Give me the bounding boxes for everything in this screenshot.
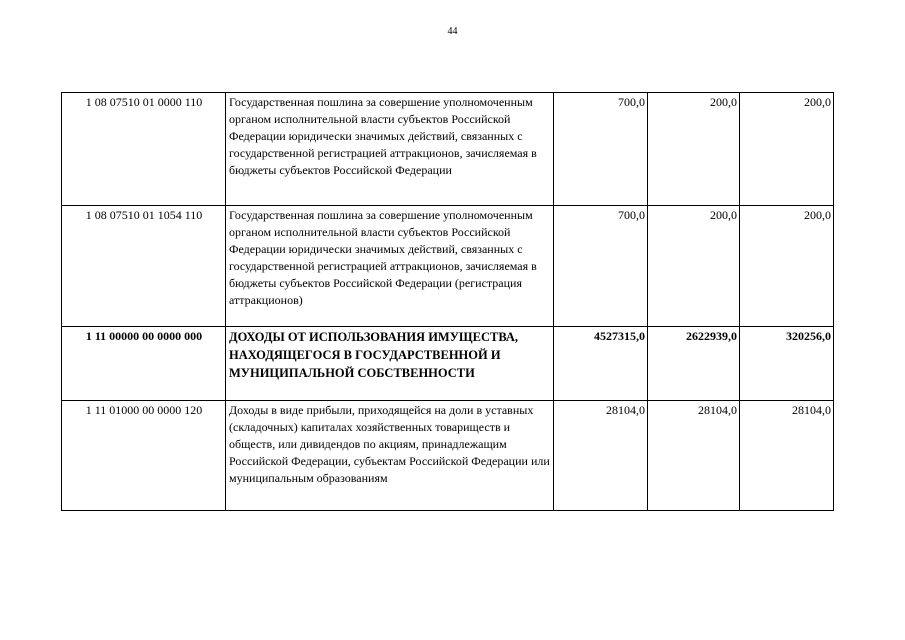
revenue-code-cell: 1 11 01000 00 0000 120 — [62, 401, 226, 511]
table-row — [62, 93, 834, 206]
value-year-2-cell: 200,0 — [648, 206, 740, 327]
value-year-2-cell: 28104,0 — [648, 401, 740, 511]
revenue-name-cell: ДОХОДЫ ОТ ИСПОЛЬЗОВАНИЯ ИМУЩЕСТВА, НАХОДЯЩЕГОСЯ В ГОСУДАРСТВЕННОЙ И МУНИЦИПАЛЬНОЙ СОБСТВЕННОСТИ — [226, 327, 554, 401]
value-year-3-cell: 28104,0 — [740, 401, 834, 511]
value-year-1-cell: 700,0 — [554, 93, 648, 206]
budget-revenue-table — [61, 92, 834, 511]
value-year-2-cell: 2622939,0 — [648, 327, 740, 401]
revenue-name-cell: Государственная пошлина за совершение уполномоченным органом исполнительной власти субъектов Российской Федерации юридически значимых действий, связанных с государственной регистрацией аттракционов, зачисляемая в бюджеты субъектов Российской Федерации (регистрация аттракционов) — [226, 206, 554, 327]
value-year-1-cell: 28104,0 — [554, 401, 648, 511]
value-year-1-cell: 4527315,0 — [554, 327, 648, 401]
value-year-3-cell: 200,0 — [740, 206, 834, 327]
revenue-code-cell: 1 08 07510 01 1054 110 — [62, 206, 226, 327]
revenue-code-cell: 1 08 07510 01 0000 110 — [62, 93, 226, 206]
value-year-2-cell: 200,0 — [648, 93, 740, 206]
value-year-3-cell: 320256,0 — [740, 327, 834, 401]
revenue-name-cell: Доходы в виде прибыли, приходящейся на доли в уставных (складочных) капиталах хозяйственных товариществ и обществ, или дивидендов по акциям, принадлежащим Российской Федерации, субъектам Российской Федерации или муниципальным образованиям — [226, 401, 554, 511]
page-number: 44 — [447, 26, 458, 37]
revenue-name-cell: Государственная пошлина за совершение уполномоченным органом исполнительной власти субъектов Российской Федерации юридически значимых действий, связанных с государственной регистрацией аттракционов, зачисляемая в бюджеты субъектов Российской Федерации — [226, 93, 554, 206]
value-year-1-cell: 700,0 — [554, 206, 648, 327]
value-year-3-cell: 200,0 — [740, 93, 834, 206]
table-row — [62, 401, 834, 511]
revenue-code-cell: 1 11 00000 00 0000 000 — [62, 327, 226, 401]
table-row-section-total — [62, 327, 834, 401]
table-row — [62, 206, 834, 327]
